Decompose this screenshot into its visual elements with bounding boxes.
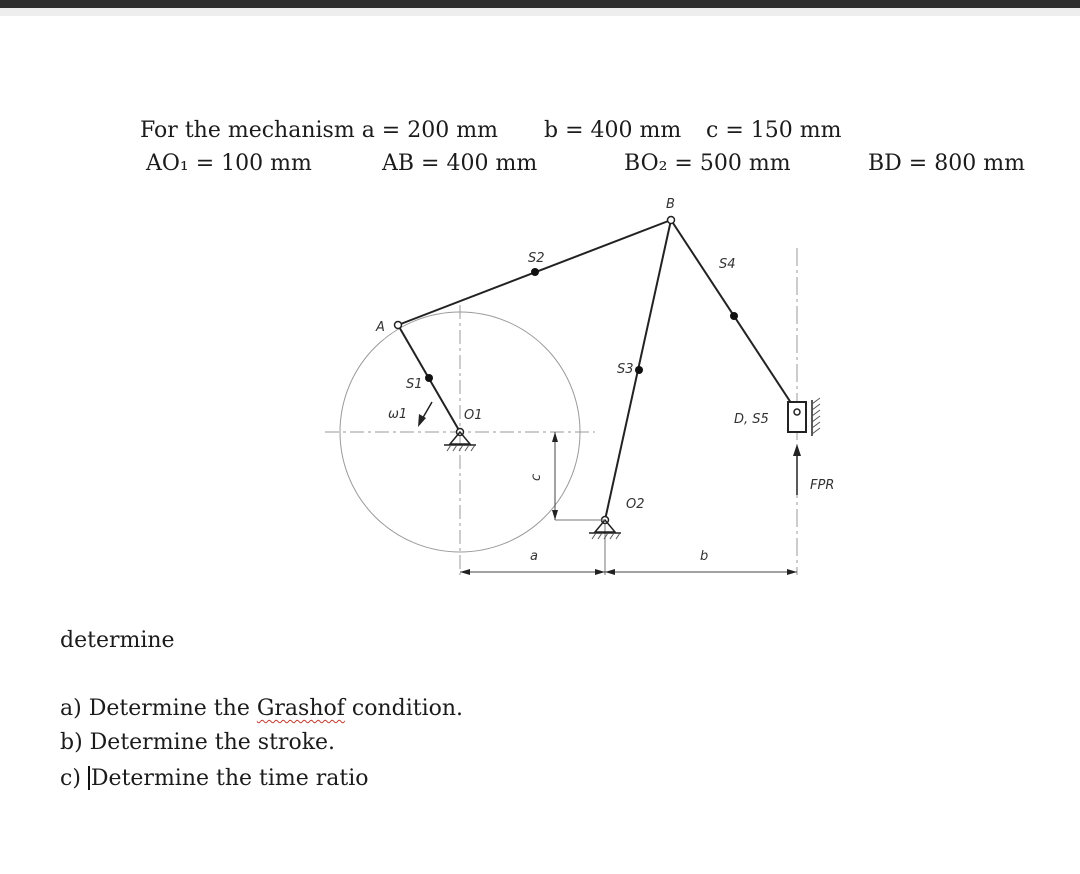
joint-b (668, 217, 675, 224)
dimension-b (605, 569, 797, 575)
force-arrowhead (793, 444, 801, 456)
task-a-prefix: a) Determine the (60, 696, 257, 721)
dimension-c (552, 432, 605, 520)
mass-center-s1 (425, 374, 433, 382)
mass-center-s2 (531, 268, 539, 276)
param-b: b = 400 mm (544, 118, 682, 143)
label-fpr: FPR (810, 478, 835, 493)
label-d-s5: D, S5 (734, 412, 769, 427)
label-o2: O2 (626, 497, 645, 512)
joint-a (395, 322, 402, 329)
mass-center-s3 (635, 366, 643, 374)
label-dim-c: c (529, 473, 544, 481)
task-c (60, 766, 369, 790)
param-a: a = 200 mm (361, 118, 498, 143)
label-omega1: ω1 (388, 407, 408, 422)
omega-arrowhead (418, 414, 426, 427)
task-c-prefix: c) (60, 766, 88, 791)
param-bd: BD = 800 mm (868, 151, 1025, 176)
task-a (60, 698, 463, 720)
param-ab: AB = 400 mm (382, 151, 538, 176)
label-dim-a: a (530, 549, 538, 564)
label-s1: S1 (406, 377, 423, 392)
param-ao1: AO₁ = 100 mm (146, 151, 312, 176)
intro-label: For the mechanism (140, 118, 355, 143)
label-s2: S2 (528, 251, 545, 266)
label-s3: S3 (617, 362, 634, 377)
param-c: c = 150 mm (706, 118, 842, 143)
slider-d (788, 398, 820, 436)
mass-center-s4 (730, 312, 738, 320)
label-s4: S4 (719, 257, 736, 272)
dimension-a (460, 569, 605, 575)
task-a-spellcheck-word[interactable]: Grashof (256, 696, 345, 721)
label-dim-b: b (700, 549, 709, 564)
text-cursor (88, 766, 90, 790)
label-o1: O1 (464, 408, 483, 423)
label-a: A (376, 320, 385, 335)
param-bo2: BO₂ = 500 mm (624, 151, 791, 176)
label-b: B (666, 197, 675, 212)
task-b: b) Determine the stroke. (60, 730, 336, 755)
task-c-text: Determine the time ratio (90, 766, 369, 791)
determine-heading: determine (60, 628, 175, 653)
task-a-suffix: condition. (344, 696, 464, 721)
